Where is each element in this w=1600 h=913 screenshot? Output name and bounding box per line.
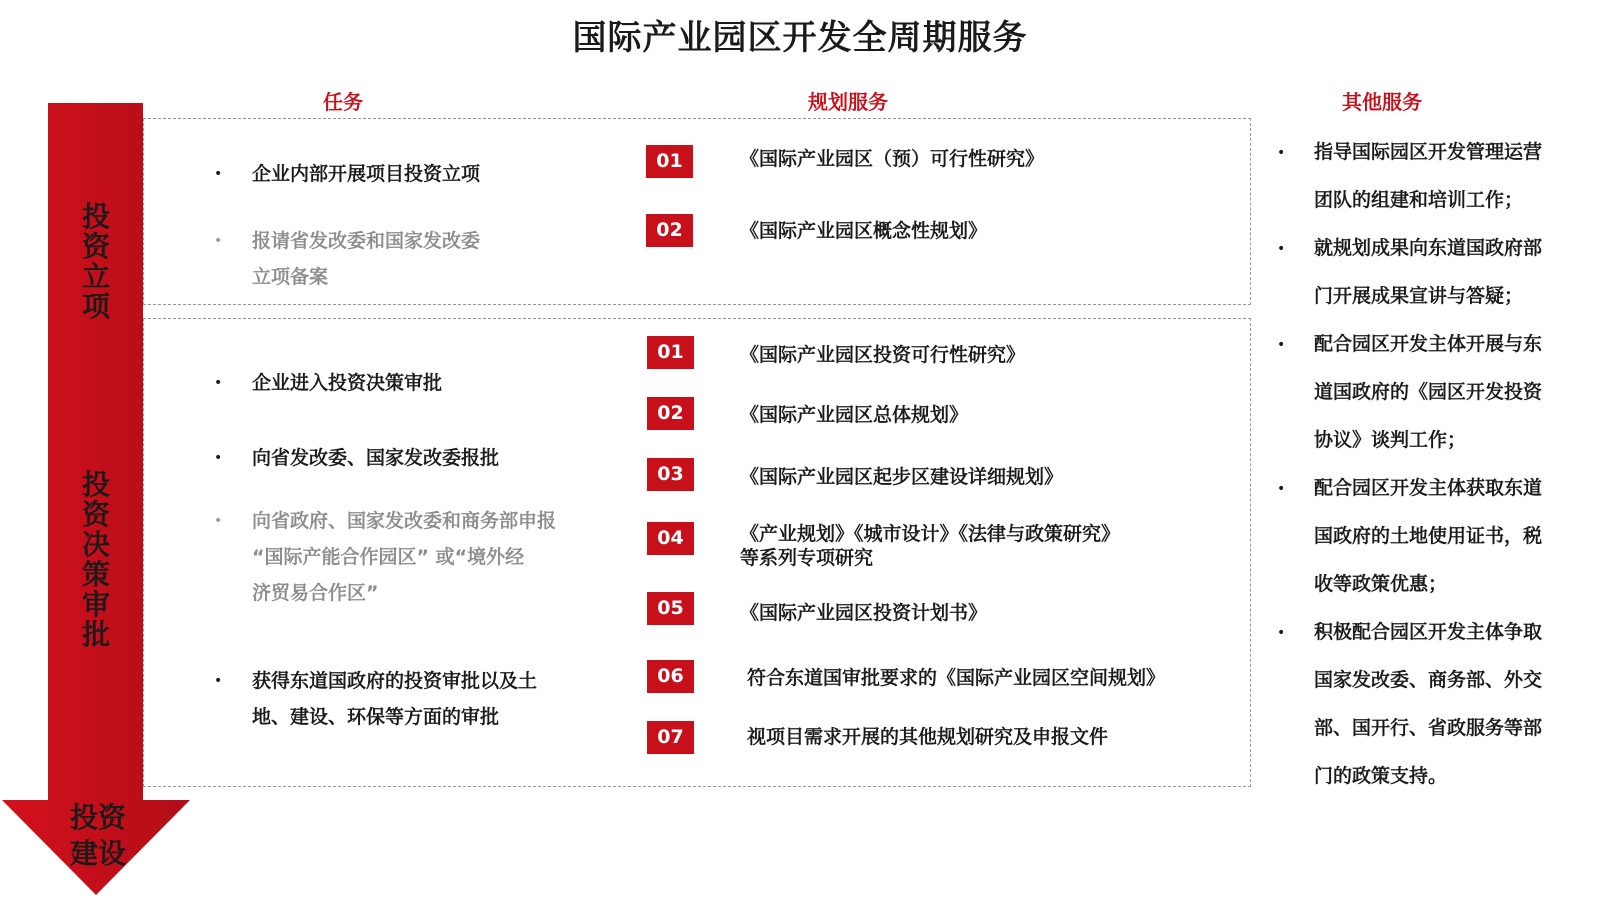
task-item: 企业进入投资决策审批 xyxy=(252,372,443,394)
page-title: 国际产业园区开发全周期服务 xyxy=(572,18,1028,58)
plan-item: 《国际产业园区起步区建设详细规划》 xyxy=(740,466,1064,488)
bullet: • xyxy=(214,673,223,689)
plan-item: 《国际产业园区投资可行性研究》 xyxy=(740,344,1026,366)
stage-label-construction: 投资 建设 xyxy=(69,801,126,870)
other-service-item: 就规划成果向东道国政府部 门开展成果宣讲与答疑； xyxy=(1314,237,1543,307)
plan-number: 06 xyxy=(647,660,694,693)
stage-label-investment-approval: 投 资 立 项 xyxy=(81,200,110,323)
bullet: • xyxy=(1277,625,1286,641)
bullet: • xyxy=(1277,145,1286,161)
bullet: • xyxy=(1277,337,1286,353)
bullet: • xyxy=(1277,481,1286,497)
plan-item: 《国际产业园区（预）可行性研究》 xyxy=(740,148,1045,170)
plan-item: 视项目需求开展的其他规划研究及申报文件 xyxy=(747,726,1109,748)
bullet: • xyxy=(214,513,223,529)
plan-number: 03 xyxy=(647,458,694,491)
plan-item: 《国际产业园区概念性规划》 xyxy=(740,220,988,242)
plan-number: 01 xyxy=(646,145,693,178)
other-service-item: 配合园区开发主体开展与东 道国政府的《园区开发投资 协议》谈判工作； xyxy=(1314,333,1543,451)
plan-item: 《产业规划》《城市设计》《法律与政策研究》 等系列专项研究 xyxy=(740,523,1121,569)
plan-item: 《国际产业园区总体规划》 xyxy=(740,404,969,426)
plan-item: 符合东道国审批要求的《国际产业园区空间规划》 xyxy=(747,667,1166,689)
task-item: 向省政府、国家发改委和商务部申报 “国际产能合作园区” 或“境外经 济贸易合作区” xyxy=(252,510,557,604)
bullet: • xyxy=(214,233,223,249)
task-item: 报请省发改委和国家发改委 立项备案 xyxy=(252,230,481,288)
bullet: • xyxy=(1277,241,1286,257)
plan-number: 01 xyxy=(647,336,694,369)
bullet: • xyxy=(214,450,223,466)
plan-number: 05 xyxy=(647,592,694,625)
plan-number: 07 xyxy=(647,721,694,754)
task-item: 向省发改委、国家发改委报批 xyxy=(252,447,500,469)
task-item: 企业内部开展项目投资立项 xyxy=(252,163,481,185)
stage-label-decision-approval: 投 资 决 策 审 批 xyxy=(81,468,110,651)
header-other: 其他服务 xyxy=(1342,90,1422,114)
other-service-item: 配合园区开发主体获取东道 国政府的土地使用证书，税 收等政策优惠； xyxy=(1314,477,1543,595)
plan-item: 《国际产业园区投资计划书》 xyxy=(740,602,988,624)
plan-number: 02 xyxy=(646,214,693,247)
header-plan: 规划服务 xyxy=(808,90,888,114)
plan-number: 04 xyxy=(647,522,694,555)
task-item: 获得东道国政府的投资审批以及土 地、建设、环保等方面的审批 xyxy=(252,670,538,728)
bullet: • xyxy=(214,375,223,391)
other-service-item: 积极配合园区开发主体争取 国家发改委、商务部、外交 部、国开行、省政服务等部 门的政策支持。 xyxy=(1314,621,1543,787)
plan-number: 02 xyxy=(647,397,694,430)
bullet: • xyxy=(214,166,223,182)
header-task: 任务 xyxy=(323,90,363,114)
other-service-item: 指导国际园区开发管理运营 团队的组建和培训工作； xyxy=(1314,141,1543,211)
